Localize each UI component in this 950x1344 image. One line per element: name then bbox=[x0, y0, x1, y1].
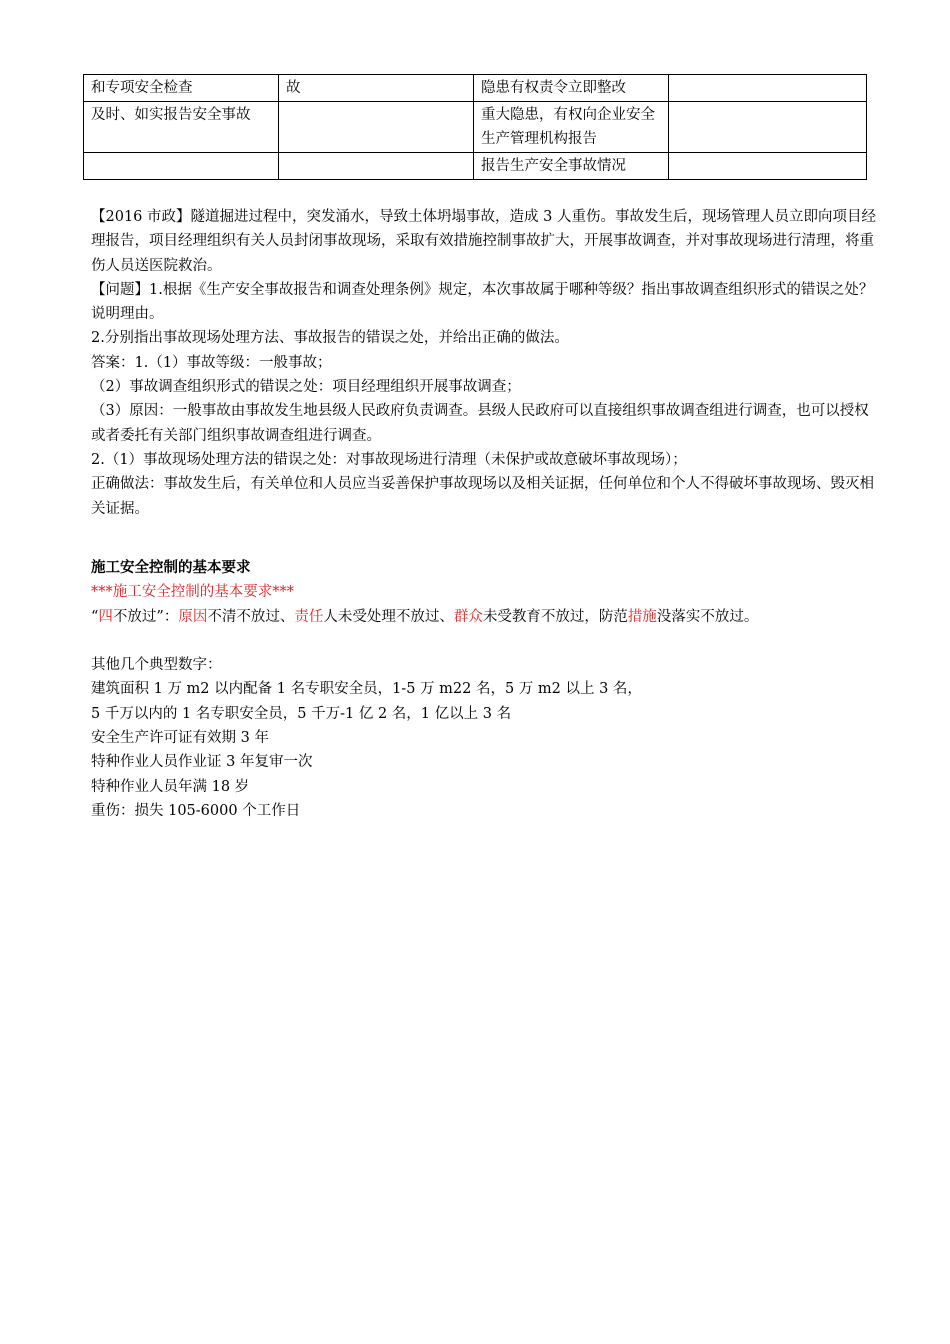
answer-2-correct: 正确做法：事故发生后，有关单位和人员应当妥善保护事故现场以及相关证据，任何单位和个人不得破坏事故现场、毁灭相关证据。 bbox=[91, 476, 874, 517]
numbers-line: 建筑面积 1 万 m2 以内配备 1 名专职安全员，1-5 万 m22 名，5 万 m2 以上 3 名， bbox=[91, 681, 642, 698]
table-cell bbox=[669, 75, 867, 102]
table-cell: 重大隐患，有权向企业安全生产管理机构报告 bbox=[474, 102, 669, 153]
numbers-line: 安全生产许可证有效期 3 年 bbox=[91, 730, 269, 747]
table-cell bbox=[279, 102, 474, 153]
answer-2-1: 2.（1）事故现场处理方法的错误之处：对事故现场进行清理（未保护或故意破坏事故现场）； bbox=[91, 451, 687, 468]
table-cell: 隐患有权责令立即整改 bbox=[474, 75, 669, 102]
rule-text-2: 人未受处理不放过、 bbox=[323, 608, 454, 625]
rule-si: 四 bbox=[98, 608, 113, 625]
rule-text-4: 没落实不放过。 bbox=[656, 608, 759, 625]
table-row bbox=[84, 102, 867, 153]
case-study bbox=[91, 205, 883, 521]
case-question-2: 2.分别指出事故现场处理方法、事故报告的错误之处，并给出正确的做法。 bbox=[91, 330, 569, 347]
table-cell bbox=[669, 153, 867, 180]
answer-1-1: 答案：1.（1）事故等级：一般事故； bbox=[91, 354, 332, 371]
numbers-title: 其他几个典型数字： bbox=[91, 657, 222, 674]
table-cell: 和专项安全检查 bbox=[84, 75, 279, 102]
table-cell bbox=[669, 102, 867, 153]
rule-cuoshi: 措施 bbox=[627, 608, 657, 625]
numbers-line: 特种作业人员作业证 3 年复审一次 bbox=[91, 754, 313, 771]
table-cell: 故 bbox=[279, 75, 474, 102]
numbers-line: 重伤：损失 105-6000 个工作日 bbox=[91, 802, 301, 819]
duties-table bbox=[83, 74, 867, 180]
rule-quote: “ bbox=[91, 608, 99, 625]
rule-qunzhong: 群众 bbox=[453, 608, 483, 625]
table-row bbox=[84, 75, 867, 102]
rule-text-3: 未受教育不放过，防范 bbox=[482, 608, 628, 625]
rule-text-1: 不清不放过、 bbox=[207, 608, 295, 625]
case-question-1: 【问题】1.根据《生产安全事故报告和调查处理条例》规定，本次事故属于哪种等级？指出事故调查组织形式的错误之处？说明理由。 bbox=[91, 281, 874, 323]
rule-zeren: 责任 bbox=[294, 608, 324, 625]
numbers-line: 特种作业人员年满 18 岁 bbox=[91, 778, 250, 795]
four-not-pass-rule bbox=[91, 605, 883, 629]
rule-yuanyin: 原因 bbox=[178, 608, 208, 625]
safety-section bbox=[91, 556, 883, 823]
table-cell: 报告生产安全事故情况 bbox=[474, 153, 669, 180]
numbers-line: 5 千万以内的 1 名专职安全员，5 千万-1 亿 2 名，1 亿以上 3 名 bbox=[91, 705, 512, 722]
answer-1-3: （3）原因：一般事故由事故发生地县级人民政府负责调查。县级人民政府可以直接组织事故调查组进行调查，也可以授权或者委托有关部门组织事故调查组进行调查。 bbox=[91, 403, 869, 444]
table-cell bbox=[279, 153, 474, 180]
spacer bbox=[91, 629, 883, 653]
rule-bufangguo: 不放过”： bbox=[112, 608, 179, 625]
table-cell bbox=[84, 153, 279, 180]
section-heading: 施工安全控制的基本要求 bbox=[91, 559, 251, 576]
section-subheading: ***施工安全控制的基本要求*** bbox=[91, 584, 294, 601]
answer-1-2: （2）事故调查组织形式的错误之处：项目经理组织开展事故调查； bbox=[91, 379, 521, 396]
table-cell: 及时、如实报告安全事故 bbox=[84, 102, 279, 153]
case-background: 【2016 市政】隧道掘进过程中，突发涌水，导致土体坍塌事故，造成 3 人重伤。事故发生后，现场管理人员立即向项目经理报告，项目经理组织有关人员封闭事故现场，采取有效措施控制事故扩大，开展事故调查，并对事故现场进行清理，将重伤人员送医院救治。 bbox=[91, 209, 876, 274]
table-row bbox=[84, 153, 867, 180]
